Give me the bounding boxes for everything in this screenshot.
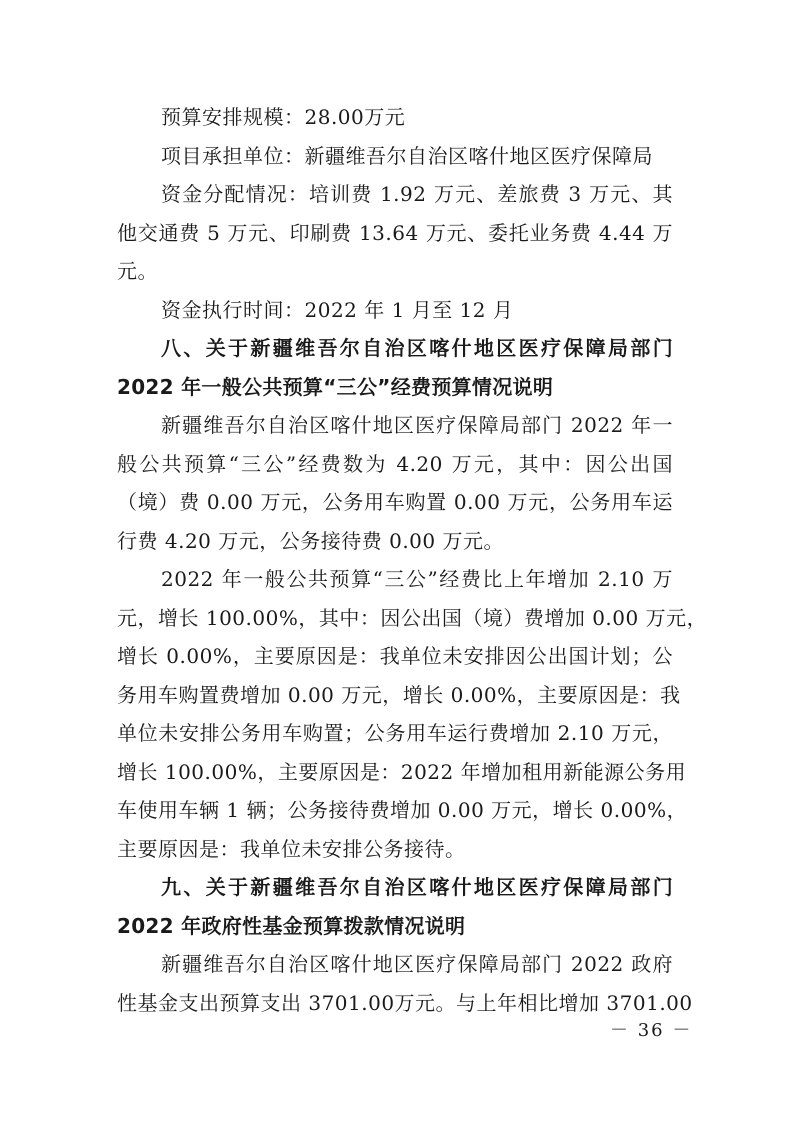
section-8-heading-line-2: 2022 年一般公共预算“三公”经费预算情况说明 bbox=[117, 374, 554, 399]
fund-allocation-line-1: 资金分配情况：培训费 1.92 万元、差旅费 3 万元、其 bbox=[161, 182, 673, 206]
section-9-heading-line-2: 2022 年政府性基金预算拨款情况说明 bbox=[117, 913, 466, 938]
fund-allocation-line-2: 他交通费 5 万元、印刷费 13.64 万元、委托业务费 4.44 万 bbox=[117, 220, 673, 245]
section-8-heading-line-1: 八、关于新疆维吾尔自治区喀什地区医疗保障局部门 bbox=[161, 336, 673, 360]
paragraph-1-line-2: 般公共预算“三公”经费数为 4.20 万元，其中：因公出国 bbox=[117, 451, 673, 476]
paragraph-1-line-1: 新疆维吾尔自治区喀什地区医疗保障局部门 2022 年一 bbox=[161, 413, 673, 437]
paragraph-2-line-4: 务用车购置费增加 0.00 万元，增长 0.00%，主要原因是：我 bbox=[117, 682, 681, 707]
paragraph-3-line-1: 新疆维吾尔自治区喀什地区医疗保障局部门 2022 政府 bbox=[161, 952, 673, 976]
paragraph-2-line-1: 2022 年一般公共预算“三公”经费比上年增加 2.10 万 bbox=[161, 567, 673, 591]
document-page bbox=[117, 98, 708, 1022]
paragraph-1-line-4: 行费 4.20 万元，公务接待费 0.00 万元。 bbox=[117, 528, 504, 553]
paragraph-1-line-3: （境）费 0.00 万元，公务用车购置 0.00 万元，公务用车运 bbox=[117, 490, 673, 514]
paragraph-2-line-5: 单位未安排公务用车购置；公务用车运行费增加 2.10 万元， bbox=[117, 721, 673, 745]
paragraph-3-line-2: 性基金支出预算支出 3701.00万元。与上年相比增加 3701.00 bbox=[117, 990, 693, 1015]
paragraph-2-line-8: 主要原因是：我单位未安排公务接待。 bbox=[117, 836, 466, 861]
paragraph-2-line-6: 增长 100.00%，主要原因是：2022 年增加租用新能源公务用 bbox=[117, 759, 687, 784]
execution-time-line: 资金执行时间：2022 年 1 月至 12 月 bbox=[161, 297, 514, 322]
page-number: － 36 － bbox=[610, 1020, 693, 1041]
paragraph-2-line-2: 元，增长 100.00%，其中：因公出国（境）费增加 0.00 万元， bbox=[117, 605, 708, 630]
paragraph-2-line-7: 车使用车辆 1 辆；公务接待费增加 0.00 万元，增长 0.00%， bbox=[117, 798, 688, 822]
fund-allocation-line-3: 元。 bbox=[117, 259, 158, 283]
project-unit-line: 项目承担单位：新疆维吾尔自治区喀什地区医疗保障局 bbox=[161, 143, 653, 168]
budget-scale-line: 预算安排规模：28.00万元 bbox=[161, 105, 406, 129]
section-9-heading-line-1: 九、关于新疆维吾尔自治区喀什地区医疗保障局部门 bbox=[161, 875, 673, 899]
paragraph-2-line-3: 增长 0.00%，主要原因是：我单位未安排因公出国计划；公 bbox=[117, 644, 673, 668]
